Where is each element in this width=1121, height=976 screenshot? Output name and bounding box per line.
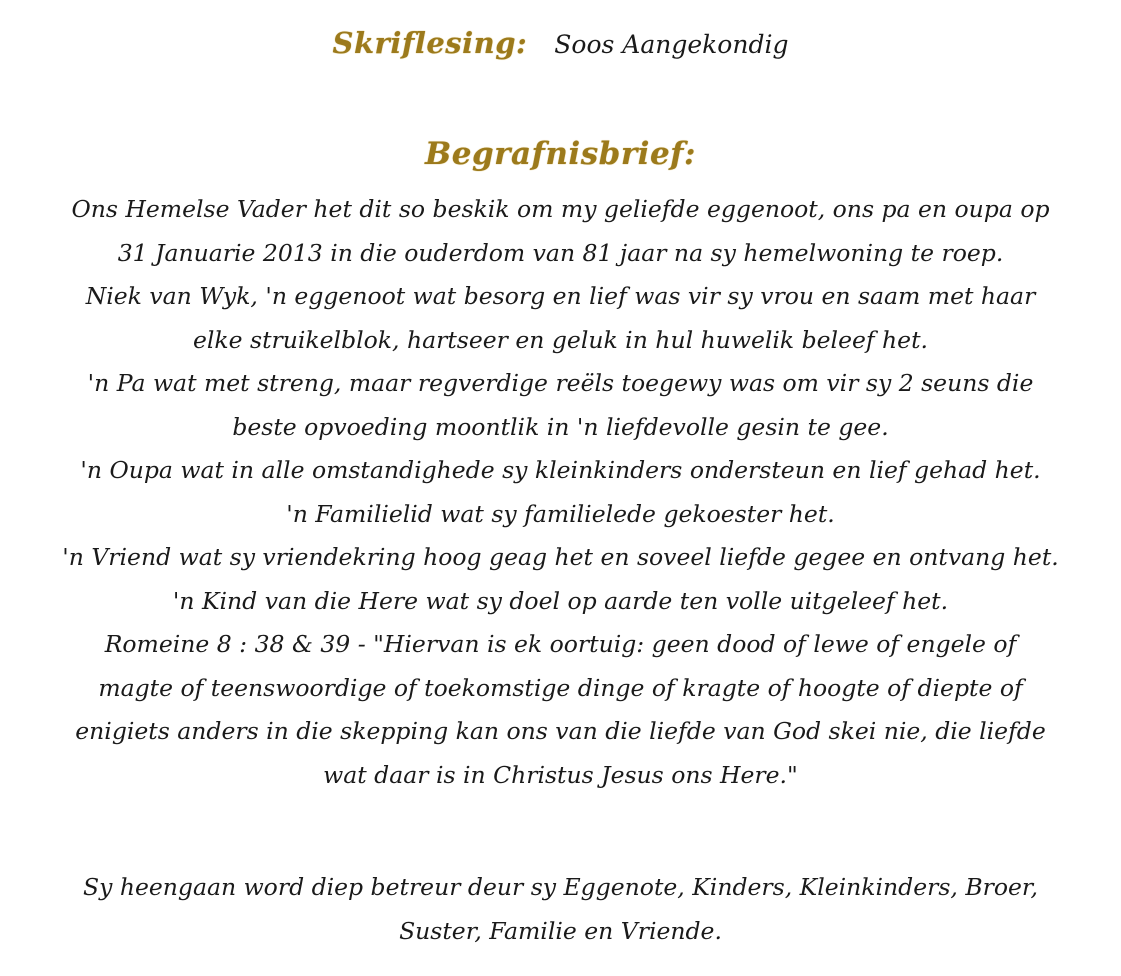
letter-line: 'n Familielid wat sy familielede gekoester het. — [286, 499, 835, 528]
letter-line: 'n Kind van die Here wat sy doel op aarde ten volle uitgeleef het. — [172, 586, 949, 615]
scripture-section — [0, 26, 1121, 60]
letter-line: Niek van Wyk, 'n eggenoot wat besorg en lief was vir sy vrou en saam met haar — [85, 282, 1036, 310]
closing-line: Sy heengaan word diep betreur deur sy Eggenote, Kinders, Kleinkinders, Broer, — [82, 873, 1039, 901]
letter-line: Ons Hemelse Vader het dit so beskik om my geliefde eggenoot, ons pa en oupa op — [71, 195, 1050, 223]
letter-line: 'n Pa wat met streng, maar regverdige reëls toegewy was om vir sy 2 seuns die — [87, 369, 1034, 397]
closing-statement — [0, 866, 1121, 953]
letter-line: 'n Oupa wat in alle omstandighede sy kleinkinders ondersteun en lief gehad het. — [80, 456, 1041, 484]
scripture-quote-line: enigiets anders in die skepping kan ons van die liefde van God skei nie, die liefde — [75, 717, 1046, 745]
scripture-value: Soos Aangekondig — [554, 30, 789, 59]
funeral-letter-heading: Begrafnisbrief: — [425, 136, 696, 172]
letter-line: elke struikelblok, hartseer en geluk in hul huwelik beleef het. — [192, 325, 929, 354]
letter-line: beste opvoeding moontlik in 'n liefdevolle gesin te gee. — [232, 412, 889, 441]
scripture-quote-line: magte of teenswoordige of toekomstige dinge of kragte of hoogte of diepte of — [98, 673, 1023, 702]
scripture-label: Skriflesing: — [332, 26, 528, 60]
scripture-quote-line: wat daar is in Christus Jesus ons Here." — [323, 760, 798, 789]
scripture-quote-line: Romeine 8 : 38 & 39 - "Hiervan is ek oortuig: geen dood of lewe of engele of — [104, 630, 1017, 658]
funeral-letter-body — [0, 188, 1121, 797]
closing-line: Suster, Familie en Vriende. — [399, 916, 722, 945]
letter-line: 31 Januarie 2013 in die ouderdom van 81 jaar na sy hemelwoning te roep. — [117, 238, 1004, 267]
letter-line: 'n Vriend wat sy vriendekring hoog geag het en soveel liefde gegee en ontvang het. — [62, 543, 1059, 571]
